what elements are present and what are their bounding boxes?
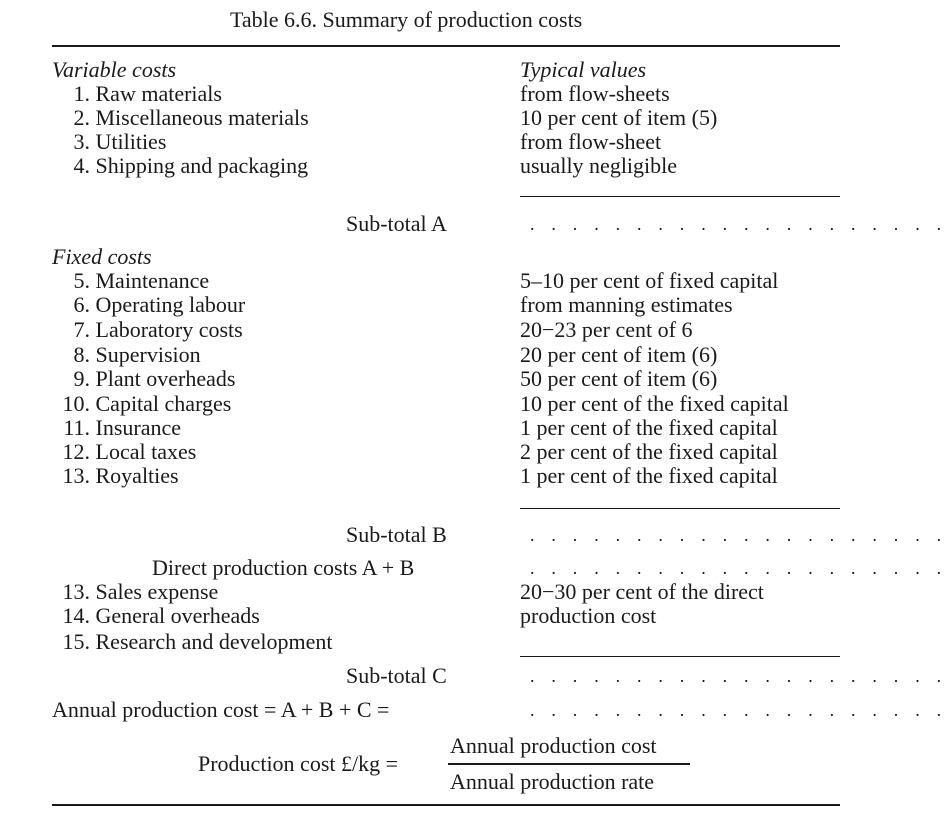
item-number: 2. [73,105,90,130]
item-value: 5–10 per cent of fixed capital [520,268,779,293]
overhead-item [52,630,333,654]
item-label: Laboratory costs [95,317,243,342]
variable-costs-header: Variable costs [52,57,177,82]
item-number: 8. [73,342,90,367]
item-label: General overheads [95,603,260,628]
fixed-item [52,464,179,488]
subtotal-rule [520,656,840,657]
item-number: 12. [62,439,90,464]
dot-leader: . . . . . . . . . . . . . . . . . . . . [530,666,947,686]
fixed-item [52,269,209,293]
subtotal-b-label: Sub-total B [346,522,447,547]
fraction-bar [448,763,690,765]
fixed-item [52,318,243,342]
subtotal-rule [520,196,840,197]
item-number: 13. [62,579,90,604]
direct-production-costs-label: Direct production costs A + B [152,555,415,580]
item-number: 11. [63,415,90,440]
dot-leader: . . . . . . . . . . . . . . . . . . . . [530,214,947,234]
item-value: 10 per cent of item (5) [520,105,718,130]
item-value: from manning estimates [520,292,733,317]
top-rule [52,45,840,47]
overhead-value-line-1: 20−30 per cent of the direct [520,579,764,604]
item-label: Research and development [95,629,333,654]
item-value: usually negligible [520,153,678,178]
item-label: Maintenance [95,268,210,293]
item-number: 10. [62,391,90,416]
item-label: Raw materials [95,81,222,106]
item-label: Operating labour [95,292,246,317]
fixed-item [52,293,245,317]
item-number: 14. [62,603,90,628]
subtotal-c-label: Sub-total C [346,663,447,688]
item-label: Utilities [95,129,167,154]
item-label: Royalties [95,463,179,488]
item-label: Shipping and packaging [95,153,309,178]
item-number: 1. [73,81,90,106]
item-number: 5. [73,268,90,293]
dot-leader: . . . . . . . . . . . . . . . . . . . . [530,558,947,578]
item-label: Plant overheads [95,366,236,391]
subtotal-a-label: Sub-total A [346,211,447,236]
item-label: Miscellaneous materials [95,105,309,130]
item-value: 50 per cent of item (6) [520,366,718,391]
item-label: Insurance [95,415,182,440]
item-value: 20−23 per cent of 6 [520,317,693,342]
formula-lhs: Production cost £/kg = [198,751,399,776]
item-value: 10 per cent of the fixed capital [520,391,789,416]
fixed-item [52,440,196,464]
fixed-item [52,416,181,440]
overhead-item [52,604,260,628]
dot-leader: . . . . . . . . . . . . . . . . . . . . [530,700,947,720]
item-number: 3. [73,129,90,154]
item-number: 4. [73,153,90,178]
item-value: from flow-sheets [520,81,670,106]
item-value: 1 per cent of the fixed capital [520,463,778,488]
item-number: 13. [62,463,90,488]
fixed-item [52,343,201,367]
item-value: 2 per cent of the fixed capital [520,439,778,464]
item-label: Local taxes [95,439,197,464]
item-number: 6. [73,292,90,317]
item-number: 9. [73,366,90,391]
item-value: from flow-sheet [520,129,662,154]
fixed-item [52,367,235,391]
formula-numerator: Annual production cost [450,733,657,758]
table-title: Table 6.6. Summary of production costs [230,7,583,32]
subtotal-rule [520,508,840,509]
typical-values-header: Typical values [520,57,647,82]
item-value: 20 per cent of item (6) [520,342,718,367]
overhead-item [52,580,218,604]
item-number: 7. [73,317,90,342]
item-number: 15. [62,629,90,654]
overhead-value-line-2: production cost [520,603,657,628]
fixed-costs-header: Fixed costs [52,244,152,269]
dot-leader: . . . . . . . . . . . . . . . . . . . . [530,525,947,545]
variable-item [52,106,309,130]
item-label: Capital charges [95,391,232,416]
variable-item [52,82,222,106]
annual-production-cost-label: Annual production cost = A + B + C = [52,697,390,722]
item-value: 1 per cent of the fixed capital [520,415,778,440]
bottom-rule [52,804,840,806]
variable-item [52,154,308,178]
fixed-item [52,392,231,416]
formula-denominator: Annual production rate [450,769,655,794]
item-label: Supervision [95,342,201,367]
item-label: Sales expense [95,579,219,604]
variable-item [52,130,166,154]
